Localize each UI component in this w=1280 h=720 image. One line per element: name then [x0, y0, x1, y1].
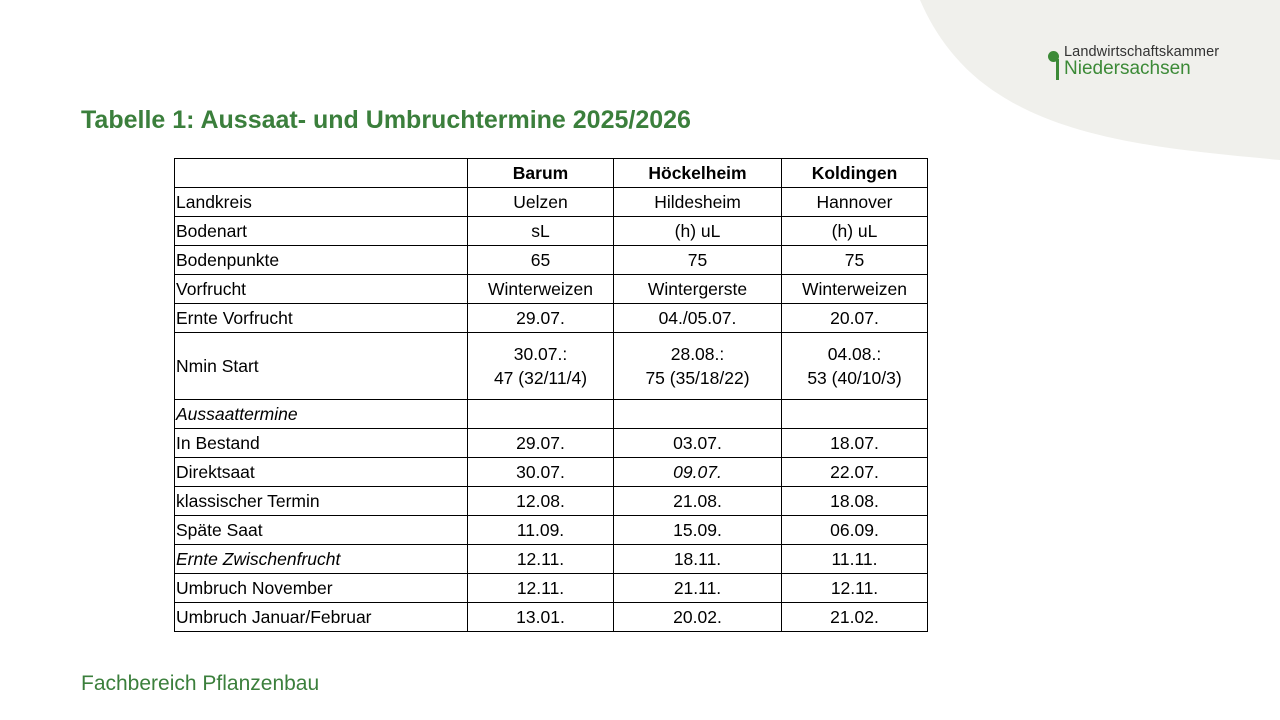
table-cell: 11.09. [468, 516, 614, 545]
table-cell: 20.07. [782, 304, 928, 333]
header-cell-koldingen: Koldingen [782, 159, 928, 188]
table-cell: 18.08. [782, 487, 928, 516]
table-cell: 21.11. [614, 574, 782, 603]
cell-line: 04.08.: [827, 344, 882, 364]
table-cell: 11.11. [782, 545, 928, 574]
cell-line: 75 (35/18/22) [645, 368, 750, 388]
cell-line: 28.08.: [670, 344, 725, 364]
table-row [175, 275, 928, 304]
table-cell: (h) uL [782, 217, 928, 246]
table-row [175, 246, 928, 275]
table-cell: 15.09. [614, 516, 782, 545]
table-cell [782, 333, 928, 400]
row-label-section: Aussaattermine [175, 400, 468, 429]
row-label: Ernte Vorfrucht [175, 304, 468, 333]
table-cell [614, 333, 782, 400]
table-cell: 21.08. [614, 487, 782, 516]
table-cell: 12.11. [468, 545, 614, 574]
header-cell-hoeckelheim: Höckelheim [614, 159, 782, 188]
schedule-table [174, 158, 928, 632]
table-cell: 12.11. [782, 574, 928, 603]
table-cell: 65 [468, 246, 614, 275]
logo [1048, 44, 1248, 84]
table-header-row [175, 159, 928, 188]
table-cell: 29.07. [468, 304, 614, 333]
cell-line: 53 (40/10/3) [807, 368, 902, 388]
table-cell: 12.11. [468, 574, 614, 603]
row-label: Ernte Zwischenfrucht [175, 545, 468, 574]
table-cell: 20.02. [614, 603, 782, 632]
table-row [175, 487, 928, 516]
table-cell: 09.07. [614, 458, 782, 487]
table-row [175, 516, 928, 545]
table-cell: Hannover [782, 188, 928, 217]
table-cell: (h) uL [614, 217, 782, 246]
table-cell [782, 400, 928, 429]
table-cell: 04./05.07. [614, 304, 782, 333]
table-row [175, 458, 928, 487]
row-label: Direktsaat [175, 458, 468, 487]
logo-stem-icon [1056, 59, 1059, 80]
table-cell: 75 [614, 246, 782, 275]
table-cell: 30.07. [468, 458, 614, 487]
table-cell: 12.08. [468, 487, 614, 516]
table-row [175, 188, 928, 217]
table-cell: 75 [782, 246, 928, 275]
table-row [175, 333, 928, 400]
row-label: Vorfrucht [175, 275, 468, 304]
row-label: Späte Saat [175, 516, 468, 545]
page-title: Tabelle 1: Aussaat- und Umbruchtermine 2025/2026 [81, 106, 691, 134]
row-label: In Bestand [175, 429, 468, 458]
header-cell-barum: Barum [468, 159, 614, 188]
table-row [175, 574, 928, 603]
table-cell: 18.11. [614, 545, 782, 574]
table-cell: 21.02. [782, 603, 928, 632]
logo-line-1: Landwirtschaftskammer [1064, 44, 1220, 60]
table-cell [468, 333, 614, 400]
table-cell [614, 400, 782, 429]
table-cell: Wintergerste [614, 275, 782, 304]
table-cell: sL [468, 217, 614, 246]
table-row [175, 545, 928, 574]
table-cell: 18.07. [782, 429, 928, 458]
table-cell: 06.09. [782, 516, 928, 545]
row-label: klassischer Termin [175, 487, 468, 516]
logo-line-2: Niedersachsen [1064, 58, 1191, 79]
cell-line: 47 (32/11/4) [493, 368, 588, 388]
table-cell: Winterweizen [782, 275, 928, 304]
row-label: Nmin Start [175, 333, 468, 400]
row-label: Landkreis [175, 188, 468, 217]
row-label: Umbruch November [175, 574, 468, 603]
table-row [175, 603, 928, 632]
table-cell: 13.01. [468, 603, 614, 632]
header-cell-empty [175, 159, 468, 188]
cell-line: 30.07.: [513, 344, 568, 364]
footer-department: Fachbereich Pflanzenbau [81, 672, 320, 695]
table-row [175, 429, 928, 458]
table-cell: Winterweizen [468, 275, 614, 304]
row-label: Umbruch Januar/Februar [175, 603, 468, 632]
table-cell: 22.07. [782, 458, 928, 487]
table-row [175, 400, 928, 429]
table-cell: Uelzen [468, 188, 614, 217]
row-label: Bodenart [175, 217, 468, 246]
table-row [175, 217, 928, 246]
table-cell: 29.07. [468, 429, 614, 458]
table-cell [468, 400, 614, 429]
table-cell: Hildesheim [614, 188, 782, 217]
row-label: Bodenpunkte [175, 246, 468, 275]
table-row [175, 304, 928, 333]
table-cell: 03.07. [614, 429, 782, 458]
